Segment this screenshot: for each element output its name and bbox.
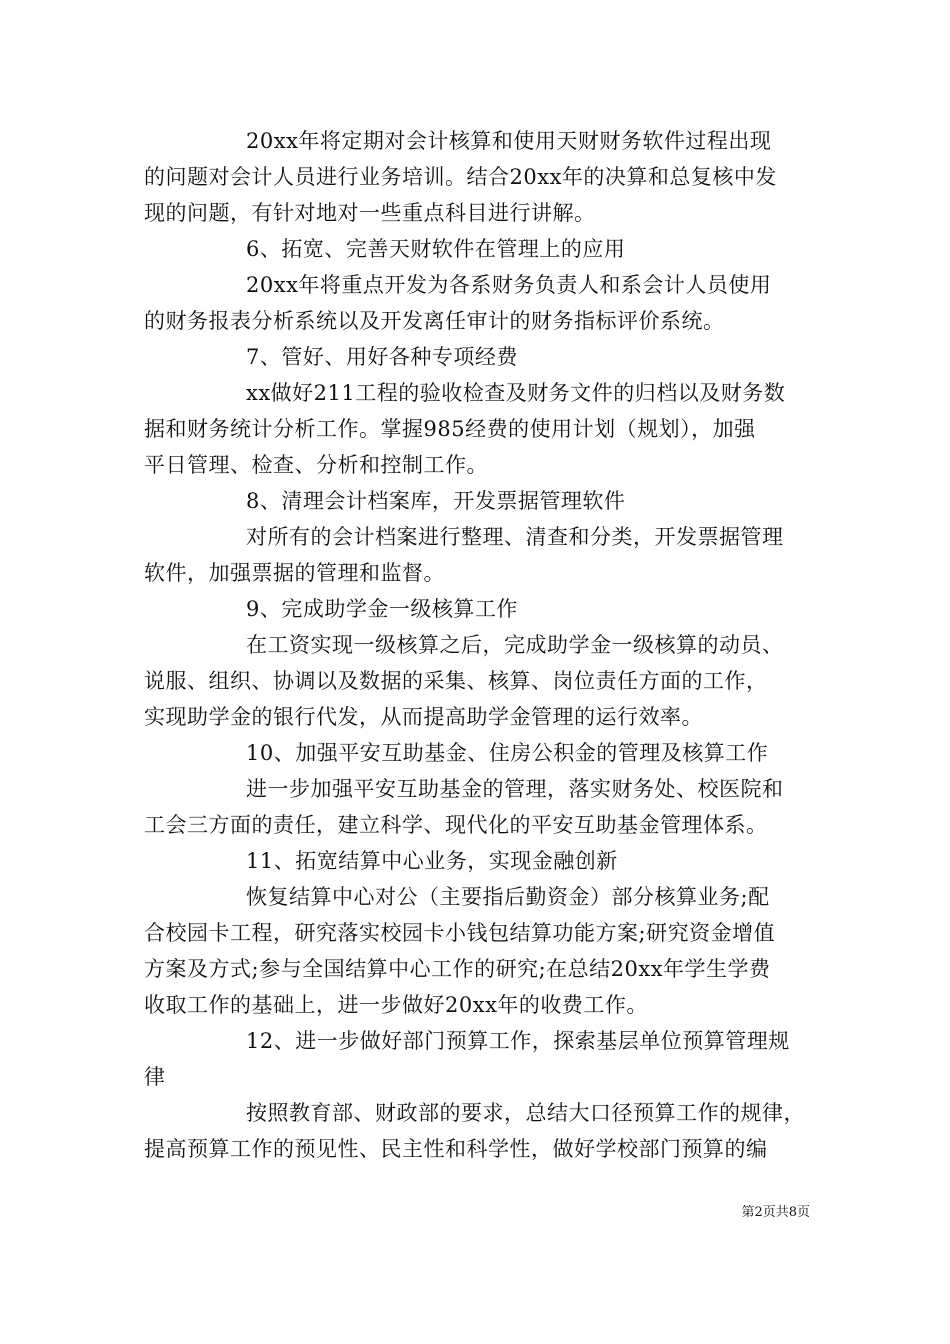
section-heading-8: 8、清理会计档案库，开发票据管理软件	[246, 489, 626, 513]
paragraph-5-line-3: 实现助学金的银行代发，从而提高助学金管理的运行效率。	[144, 705, 703, 729]
paragraph-4-line-2: 软件，加强票据的管理和监督。	[144, 561, 445, 585]
paragraph-8-line-2: 提高预算工作的预见性、民主性和科学性，做好学校部门预算的编	[144, 1137, 768, 1161]
section-heading-12-line-1: 12、进一步做好部门预算工作，探索基层单位预算管理规	[246, 1029, 790, 1053]
paragraph-7-line-2: 合校园卡工程，研究落实校园卡小钱包结算功能方案;研究资金增值	[144, 921, 776, 945]
paragraph-3-line-3: 平日管理、检查、分析和控制工作。	[144, 453, 488, 477]
paragraph-1-line-1: 20xx年将定期对会计核算和使用天财财务软件过程出现	[246, 129, 772, 153]
paragraph-3-line-2: 据和财务统计分析工作。掌握985经费的使用计划（规划），加强	[144, 417, 756, 441]
paragraph-7-line-1: 恢复结算中心对公（主要指后勤资金）部分核算业务;配	[246, 885, 770, 909]
section-heading-12-line-2: 律	[144, 1065, 166, 1089]
paragraph-7-line-3: 方案及方式;参与全国结算中心工作的研究;在总结20xx年学生学费	[144, 957, 771, 981]
paragraph-2-line-1: 20xx年将重点开发为各系财务负责人和系会计人员使用	[246, 273, 772, 297]
section-heading-10: 10、加强平安互助基金、住房公积金的管理及核算工作	[246, 741, 769, 765]
section-heading-7: 7、管好、用好各种专项经费	[246, 345, 518, 369]
paragraph-8-line-1: 按照教育部、财政部的要求，总结大口径预算工作的规律，	[246, 1101, 805, 1125]
page-number-footer: 第2页共8页	[741, 1205, 810, 1220]
paragraph-1-line-3: 现的问题，有针对地对一些重点科目进行讲解。	[144, 201, 596, 225]
paragraph-5-line-2: 说服、组织、协调以及数据的采集、核算、岗位责任方面的工作，	[144, 669, 768, 693]
section-heading-11: 11、拓宽结算中心业务，实现金融创新	[246, 849, 618, 873]
paragraph-1-line-2: 的问题对会计人员进行业务培训。结合20xx年的决算和总复核中发	[144, 165, 777, 189]
section-heading-9: 9、完成助学金一级核算工作	[246, 597, 518, 621]
paragraph-6-line-2: 工会三方面的责任，建立科学、现代化的平安互助基金管理体系。	[144, 813, 768, 837]
paragraph-3-line-1: xx做好211工程的验收检查及财务文件的归档以及财务数	[246, 381, 786, 405]
paragraph-2-line-2: 的财务报表分析系统以及开发离任审计的财务指标评价系统。	[144, 309, 725, 333]
paragraph-5-line-1: 在工资实现一级核算之后，完成助学金一级核算的动员、	[246, 633, 784, 657]
paragraph-7-line-4: 收取工作的基础上，进一步做好20xx年的收费工作。	[144, 993, 648, 1017]
section-heading-6: 6、拓宽、完善天财软件在管理上的应用	[246, 237, 626, 261]
paragraph-6-line-1: 进一步加强平安互助基金的管理，落实财务处、校医院和	[246, 777, 784, 801]
paragraph-4-line-1: 对所有的会计档案进行整理、清查和分类，开发票据管理	[246, 525, 784, 549]
